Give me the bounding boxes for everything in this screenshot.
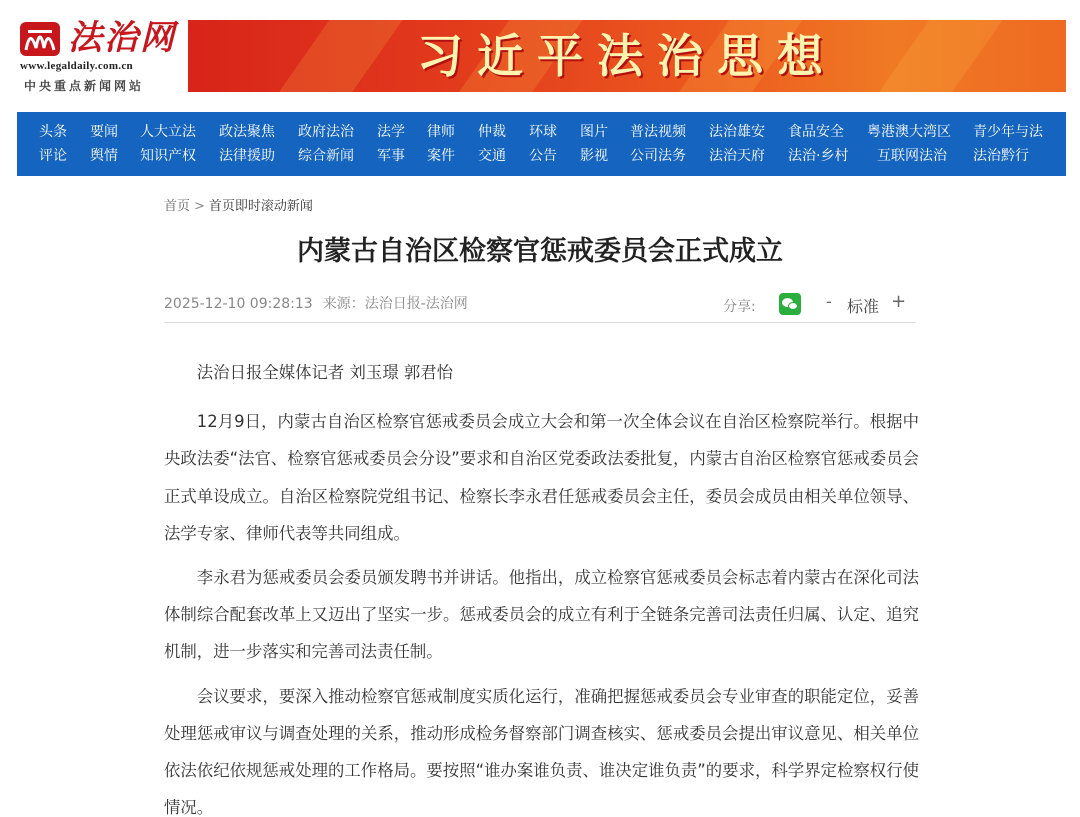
logo-url: www.legaldaily.com.cn <box>20 60 133 72</box>
nav-item-yuqing[interactable]: 舆情 <box>90 148 118 164</box>
nav-item-hulianwang-fazhi[interactable]: 互联网法治 <box>877 148 947 164</box>
nav-item-toutiao[interactable]: 头条 <box>39 124 67 140</box>
header-banner[interactable] <box>188 20 1066 92</box>
logo-emblem-icon <box>18 18 62 58</box>
font-increase-button[interactable]: + <box>891 291 907 312</box>
nav-item-fazhi-xiangcun[interactable]: 法治·乡村 <box>788 148 849 164</box>
nav-item-yaowen[interactable]: 要闻 <box>90 124 118 140</box>
nav-item-yuegangao[interactable]: 粤港澳大湾区 <box>867 124 951 140</box>
breadcrumb-separator: > <box>194 199 205 214</box>
article-title: 内蒙古自治区检察官惩戒委员会正式成立 <box>297 236 783 267</box>
nav-item-jiaotong[interactable]: 交通 <box>478 148 506 164</box>
nav-item-yingshi[interactable]: 影视 <box>580 148 608 164</box>
logo-name: 法治网 <box>68 18 176 58</box>
font-decrease-button[interactable]: - <box>826 292 832 311</box>
wechat-share-icon[interactable] <box>779 293 801 315</box>
meta-divider <box>164 322 916 323</box>
breadcrumb <box>164 195 313 214</box>
nav-item-zonghe-xinwen[interactable]: 综合新闻 <box>298 148 354 164</box>
share-label: 分享: <box>723 299 756 315</box>
article-paragraph: 李永君为惩戒委员会委员颁发聘书并讲话。他指出，成立检察官惩戒委员会标志着内蒙古在深化司法体制综合配套改革上又迈出了坚实一步。惩戒委员会的成立有利于全链条完善司法责任归属、认定、追究机制，进一步落实和完善司法责任制。 <box>164 568 919 662</box>
nav-item-faxue[interactable]: 法学 <box>377 124 405 140</box>
nav-item-pinglun[interactable]: 评论 <box>39 148 67 164</box>
nav-item-lvshi[interactable]: 律师 <box>427 124 455 140</box>
nav-item-zhishi-chanquan[interactable]: 知识产权 <box>140 148 196 164</box>
nav-item-shipin-anquan[interactable]: 食品安全 <box>788 124 844 140</box>
banner-text: 习近平法治思想 <box>417 29 837 83</box>
nav-item-huanqiu[interactable]: 环球 <box>529 124 557 140</box>
nav-item-gonggao[interactable]: 公告 <box>529 148 557 164</box>
article-datetime: 2025-12-10 09:28:13 <box>164 296 313 312</box>
site-logo[interactable] <box>18 16 176 96</box>
nav-item-pufa-shipin[interactable]: 普法视频 <box>630 124 686 140</box>
nav-item-gongsi-fawu[interactable]: 公司法务 <box>630 148 686 164</box>
site-header <box>0 0 1080 108</box>
nav-item-qingshaonian[interactable]: 青少年与法 <box>973 124 1043 140</box>
article-paragraph: 12月9日，内蒙古自治区检察官惩戒委员会成立大会和第一次全体会议在自治区检察院举行。根据中央政法委“法官、检察官惩戒委员会分设”要求和自治区党委政法委批复，内蒙古自治区检察官惩戒委员会正式单设成立。自治区检察院党组书记、检察长李永君任惩戒委员会主任，委员会成员由相关单位领导、法学专家、律师代表等共同组成。 <box>164 412 919 543</box>
nav-item-anjian[interactable]: 案件 <box>427 148 455 164</box>
nav-item-zhongcai[interactable]: 仲裁 <box>478 124 506 140</box>
article-author: 法治日报全媒体记者 刘玉璟 郭君怡 <box>196 363 454 382</box>
main-nav <box>17 112 1066 176</box>
nav-item-junshi[interactable]: 军事 <box>377 148 405 164</box>
breadcrumb-current[interactable]: 首页即时滚动新闻 <box>208 199 313 214</box>
nav-item-zhengfa-jujiao[interactable]: 政法聚焦 <box>219 124 275 140</box>
article-body <box>164 354 919 817</box>
breadcrumb-home[interactable]: 首页 <box>164 199 191 214</box>
nav-item-fazhi-qianxing[interactable]: 法治黔行 <box>973 148 1029 164</box>
article-paragraph: 会议要求，要深入推动检察官惩戒制度实质化运行，准确把握惩戒委员会专业审查的职能定位，妥善处理惩戒审议与调查处理的关系，推动形成检务督察部门调查核实、惩戒委员会提出审议意见、相关单位依法依纪依规惩戒处理的工作格局。要按照“谁办案谁负责、谁决定谁负责”的要求，科学界定检察权行使情况。 <box>164 686 919 817</box>
font-size-label: 标准 <box>847 297 880 316</box>
nav-item-fazhi-tianfu[interactable]: 法治天府 <box>709 148 765 164</box>
nav-item-fazhi-xiongan[interactable]: 法治雄安 <box>709 124 765 140</box>
nav-item-zhengfu-fazhi[interactable]: 政府法治 <box>298 124 354 140</box>
nav-item-falv-yuanzhu[interactable]: 法律援助 <box>219 148 275 164</box>
nav-item-renda-lifa[interactable]: 人大立法 <box>140 124 196 140</box>
nav-item-tupian[interactable]: 图片 <box>580 124 608 140</box>
article-source: 来源：法治日报-法治网 <box>322 296 468 312</box>
logo-slogan: 中央重点新闻网站 <box>24 79 145 93</box>
article-meta <box>164 293 468 313</box>
